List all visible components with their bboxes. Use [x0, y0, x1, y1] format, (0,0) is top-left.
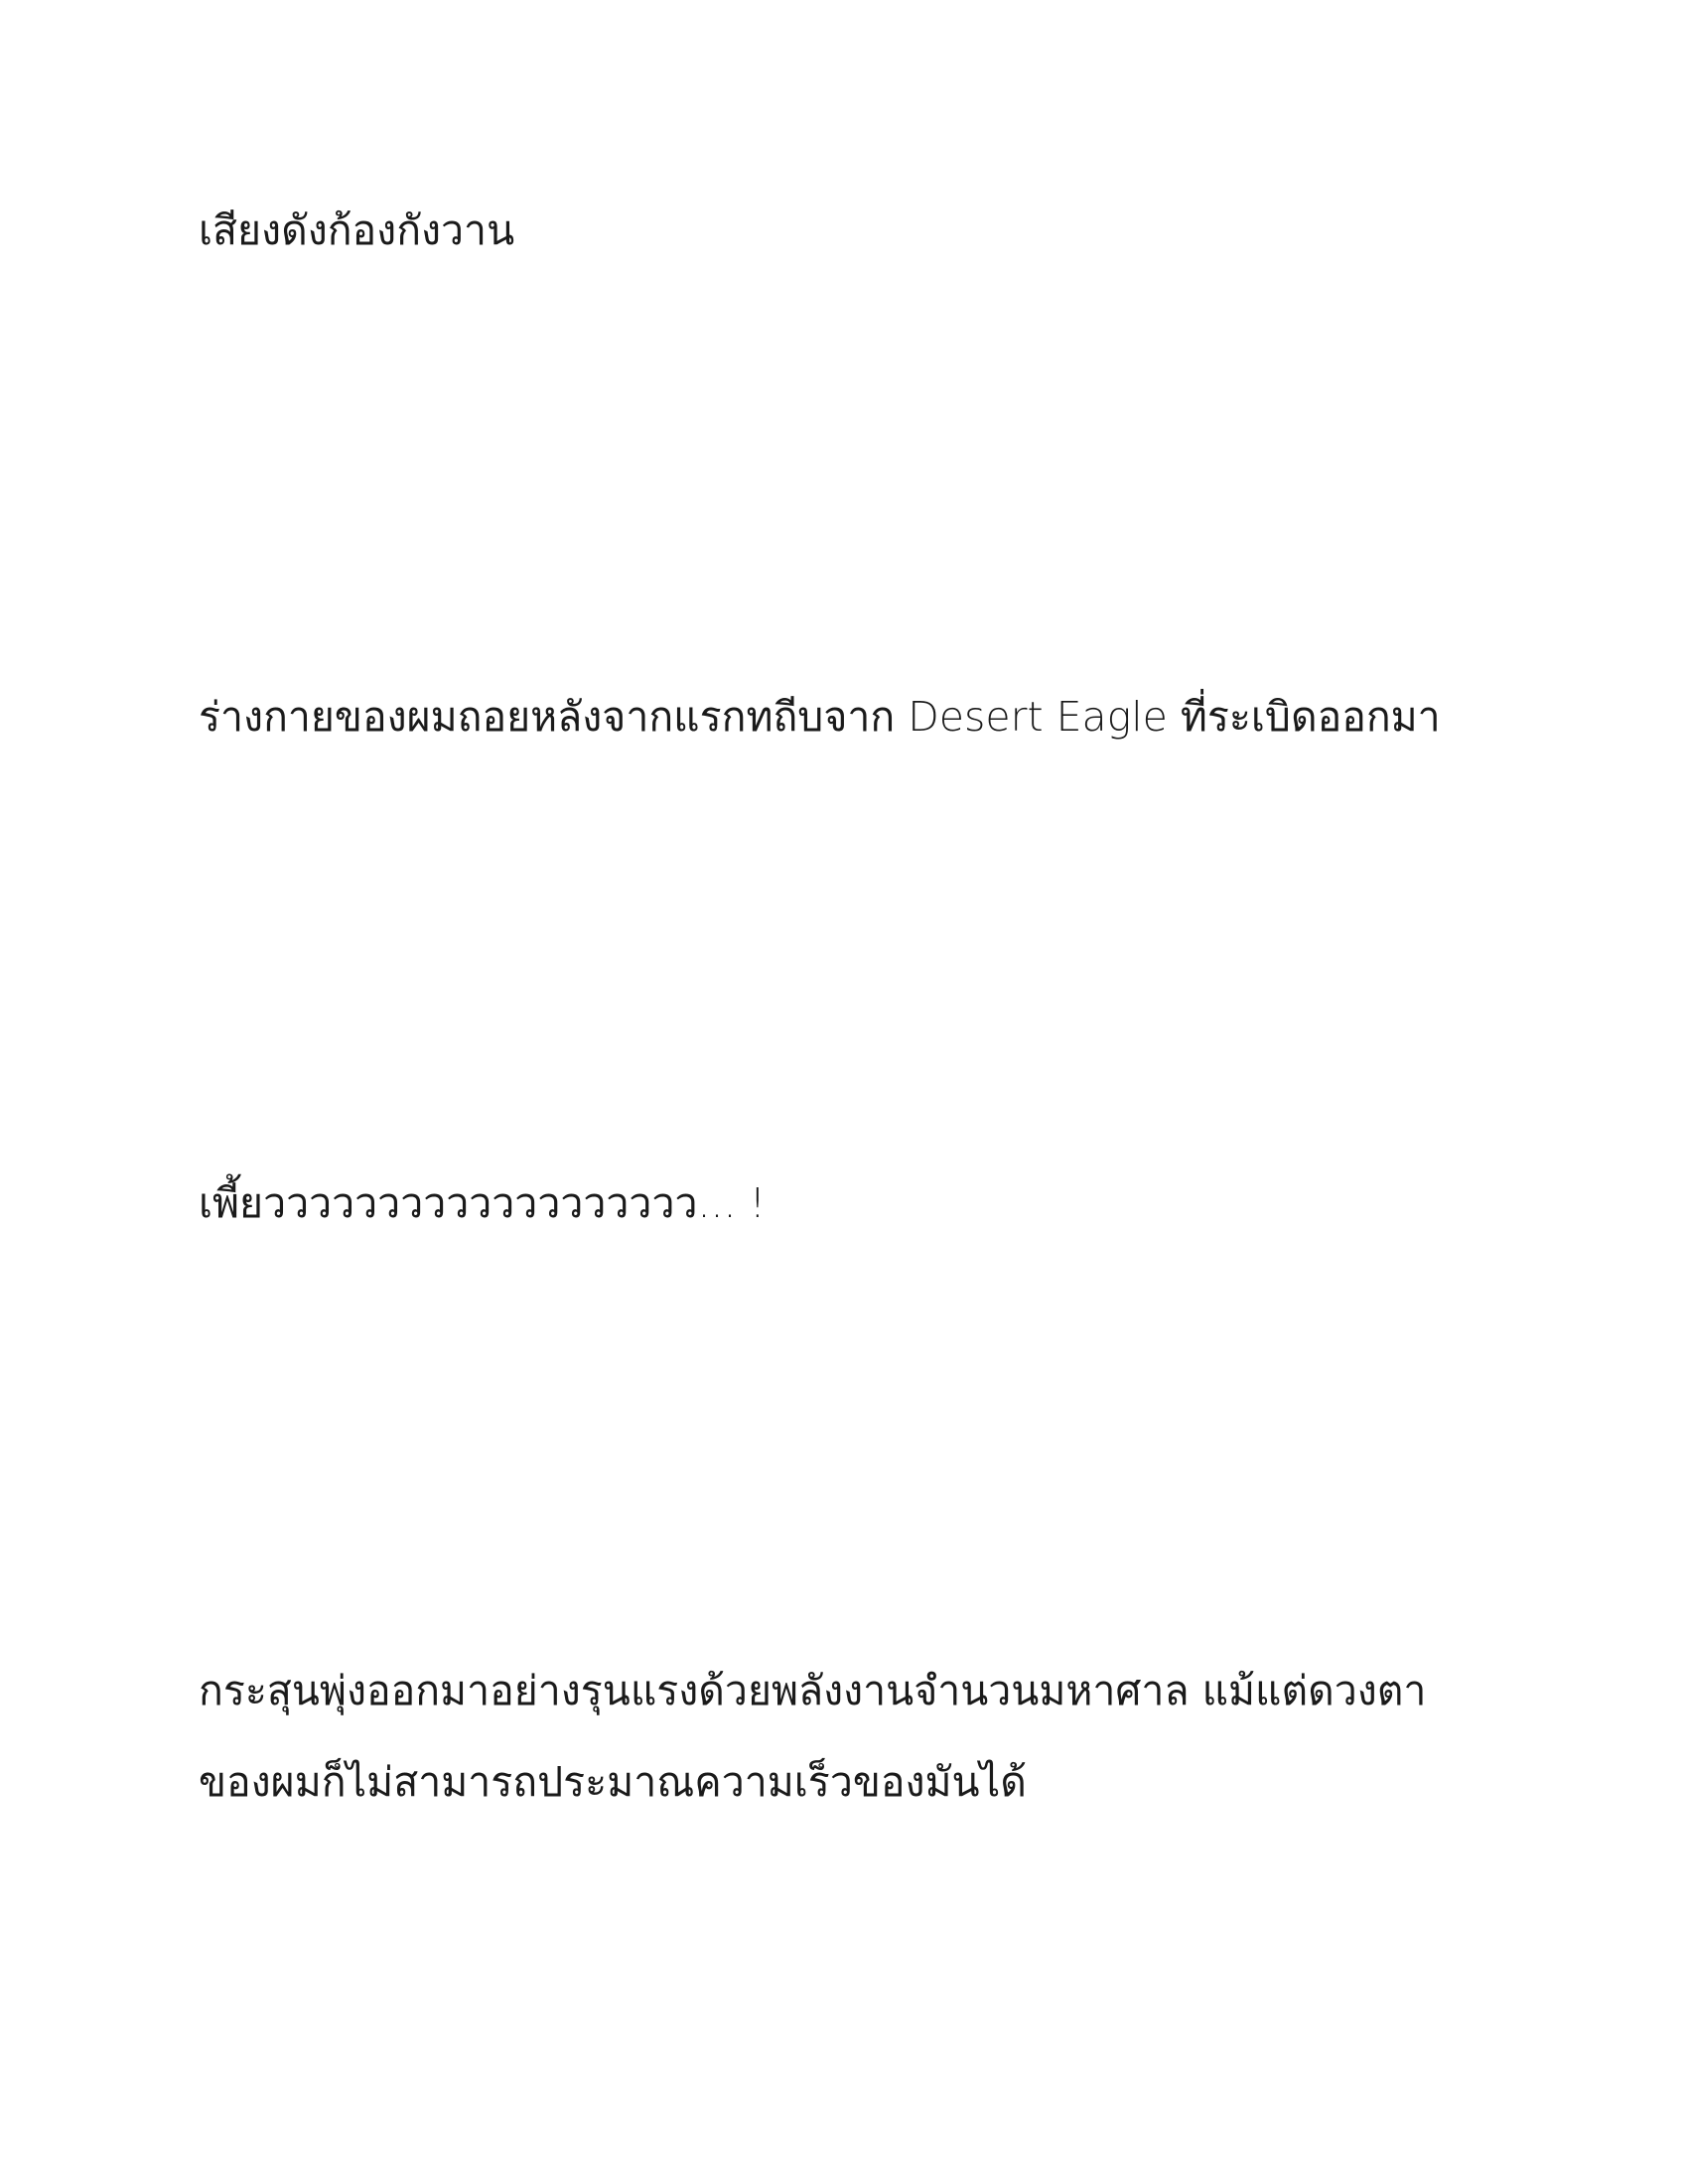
paragraph-body-recoil: ร่างกายของผมถอยหลังจากแรกทถีบจาก Desert Eagle ที่ระเบิดออกมา: [199, 693, 1441, 741]
paragraph-bullet-line-1: กระสุนพุ่งออกมาอย่างรุนแรงด้วยพลังงานจำนวนมหาศาล แม้แต่ดวงตา: [199, 1667, 1427, 1714]
paragraph-bullet-line-2: ของผมก็ไม่สามารถประมาณความเร็วของมันได้: [199, 1758, 1027, 1806]
paragraph-echo-sound: เสียงดังก้องกังวาน: [199, 206, 515, 254]
paragraph-sound-effect: เพี้ยววววววววววววววววววว... !: [199, 1179, 767, 1227]
